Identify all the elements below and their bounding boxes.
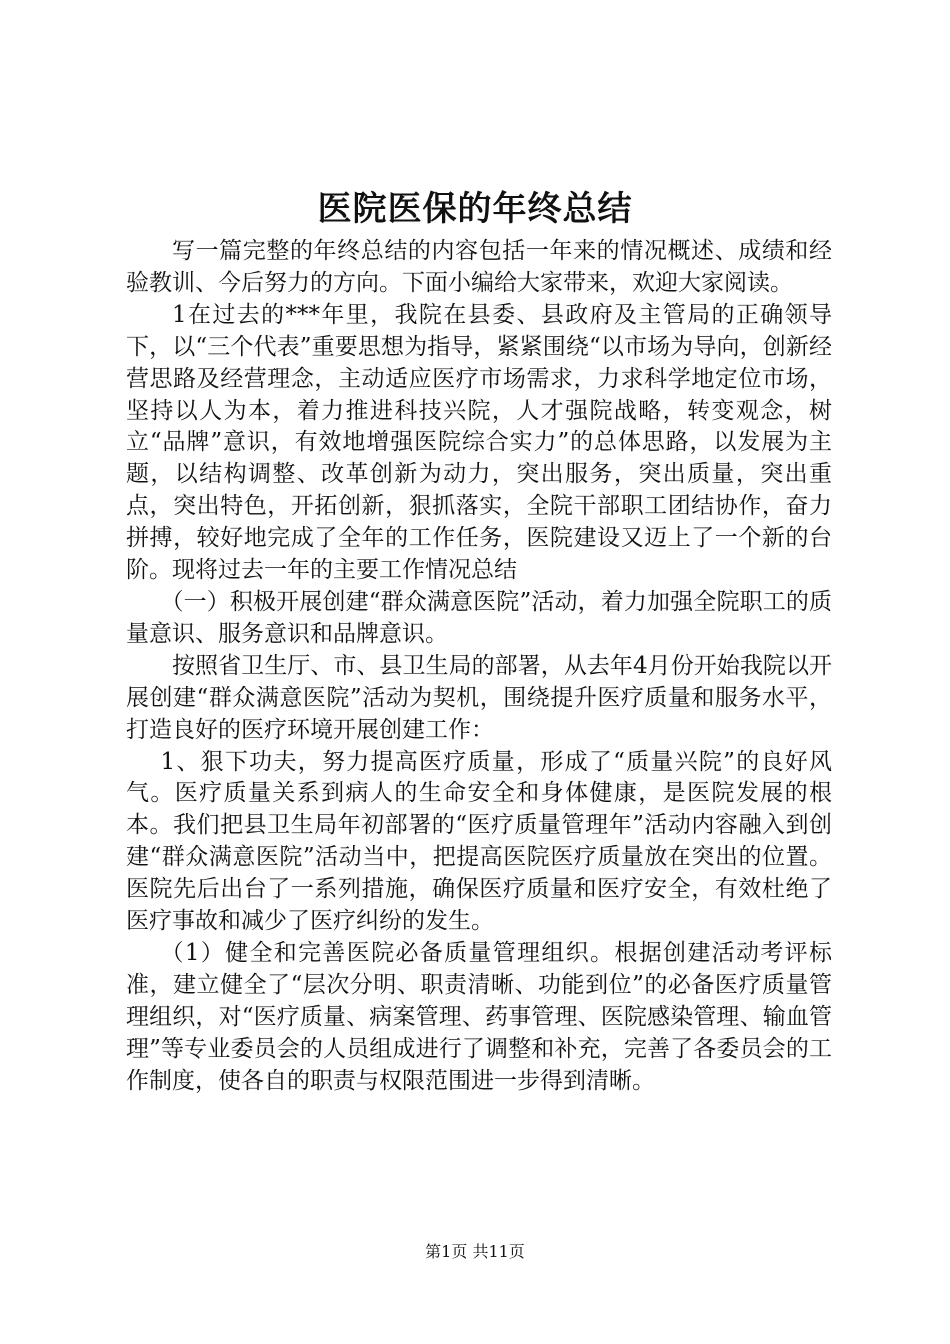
paragraph-intro: 写一篇完整的年终总结的内容包括一年来的情况概述、成绩和经验教训、今后努力的方向。下面小编给大家带来，欢迎大家阅读。	[126, 238, 832, 296]
document-body	[126, 236, 832, 1097]
paragraph-overview: 1在过去的***年里，我院在县委、县政府及主管局的正确领导下，以“三个代表”重要思想为指导，紧紧围绕“以市场为导向，创新经营思路及经营理念，主动适应医疗市场需求，力求科学地定位市场，坚持以人为本，着力推进科技兴院，人才强院战略，转变观念，树立“品牌”意识，有效地增强医院综合实力”的总体思路，以发展为主题，以结构调整、改革创新为动力，突出服务，突出质量，突出重点，突出特色，开拓创新，狠抓落实，全院干部职工团结协作，奋力拼搏，较好地完成了全年的工作任务，医院建设又迈上了一个新的台阶。现将过去一年的主要工作情况总结	[126, 301, 832, 584]
document-title: 医院医保的年终总结	[317, 189, 633, 229]
paragraph-item-1-1: （1）健全和完善医院必备质量管理组织。根据创建活动考评标准，建立健全了“层次分明、职责清晰、功能到位”的必备医疗质量管理组织，对“医疗质量、病案管理、药事管理、医院感染管理、输血管理”等专业委员会的人员组成进行了调整和补充，完善了各委员会的工作制度，使各自的职责与权限范围进一步得到清晰。	[126, 939, 832, 1094]
paragraph-section-1-body: 按照省卫生厅、市、县卫生局的部署，从去年4月份开始我院以开展创建“群众满意医院”活动为契机，围绕提升医疗质量和服务水平，打造良好的医疗环境开展创建工作：	[126, 652, 832, 743]
paragraph-section-1-heading: （一）积极开展创建“群众满意医院”活动，着力加强全院职工的质量意识、服务意识和品牌意识。	[126, 588, 832, 647]
page-footer: 第1页 共11页	[425, 1242, 525, 1261]
paragraph-item-1: 1、狠下功夫，努力提高医疗质量，形成了“质量兴院”的良好风气。医疗质量关系到病人的生命安全和身体健康，是医院发展的根本。我们把县卫生局年初部署的“医疗质量管理年”活动内容融入到创建“群众满意医院”活动当中，把提高医院医疗质量放在突出的位置。医院先后出台了一系列措施，确保医疗质量和医疗安全，有效杜绝了医疗事故和减少了医疗纠纷的发生。	[126, 748, 832, 935]
